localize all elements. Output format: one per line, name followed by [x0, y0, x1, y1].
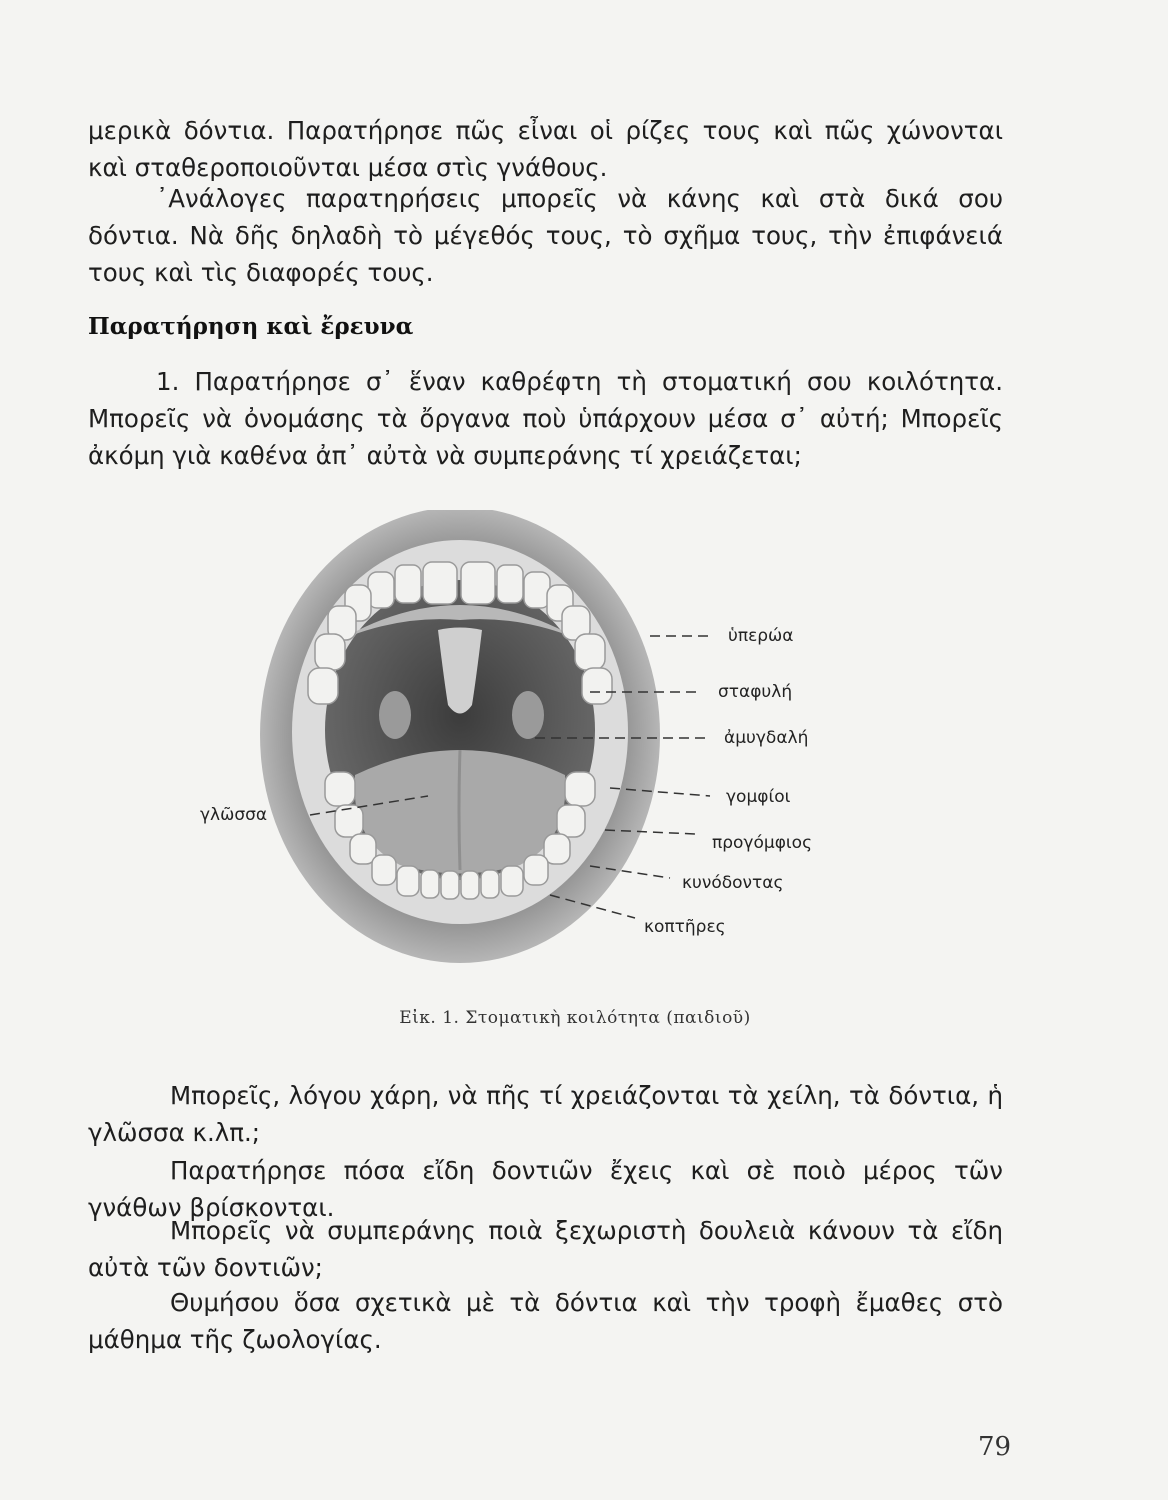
tonsil-left	[379, 691, 411, 739]
label-palate: ὑπερώα	[728, 626, 794, 646]
page-number: 79	[978, 1432, 1012, 1462]
paragraph-own-teeth: ᾿Ανάλογες παρατηρήσεις μπορεῖς νὰ κάνης καὶ στὰ δικά σου δόντια. Νὰ δῆς δηλαδὴ τὸ μέγεθός τους, τὸ σχῆμα τους, τὴν ἐπιφάνειά τους καὶ τὶς διαφορές τους.	[88, 184, 1003, 287]
label-tongue: γλῶσσα	[200, 805, 268, 825]
label-tonsil: ἀμυγδαλή	[724, 728, 809, 748]
paragraph-lips-teeth: Μπορεῖς, λόγου χάρη, νὰ πῆς τί χρειάζονται τὰ χείλη, τὰ δόντια, ἡ γλῶσσα κ.λπ.;	[88, 1081, 1003, 1147]
paragraph-tooth-function: Μπορεῖς νὰ συμπεράνης ποιὰ ξεχωριστὴ δουλειὰ κάνουν τὰ εἴδη αὐτὰ τῶν δοντιῶν;	[88, 1216, 1003, 1282]
paragraph-roots: μερικὰ δόντια. Παρατήρησε πῶς εἶναι οἱ ρίζες τους καὶ πῶς χώνονται καὶ σταθεροποιοῦνται μέσα στὶς γνάθους.	[88, 116, 1003, 182]
label-incisors: κοπτῆρες	[644, 917, 726, 937]
label-uvula: σταφυλή	[718, 682, 793, 702]
label-canine: κυνόδοντας	[682, 873, 784, 893]
paragraph-question-1: 1. Παρατήρησε σ᾿ ἕναν καθρέφτη τὴ στοματική σου κοιλότητα. Μπορεῖς νὰ ὀνομάσης τὰ ὄργανα ποὺ ὑπάρχουν μέσα σ᾿ αὐτή; Μπορεῖς ἀκόμη γιὰ καθένα ἀπ᾿ αὐτὰ νὰ συμπεράνης τί χρειάζεται;	[88, 367, 1003, 470]
label-molars: γομφίοι	[726, 787, 791, 807]
figure-caption: Εἰκ. 1. Στοματικὴ κοιλότητα (παιδιοῦ)	[399, 1008, 751, 1028]
label-premolar: προγόμφιος	[712, 833, 813, 853]
tonsil-right	[512, 691, 544, 739]
mouth-illustration	[190, 510, 870, 1000]
paragraph-tooth-types: Παρατήρησε πόσα εἴδη δοντιῶν ἔχεις καὶ σὲ ποιὸ μέρος τῶν γνάθων βρίσκονται.	[88, 1156, 1003, 1222]
paragraph-zoology: Θυμήσου ὅσα σχετικὰ μὲ τὰ δόντια καὶ τὴν τροφὴ ἔμαθες στὸ μάθημα τῆς ζωολογίας.	[88, 1288, 1003, 1354]
section-heading: Παρατήρηση καὶ ἔρευνα	[88, 313, 414, 340]
